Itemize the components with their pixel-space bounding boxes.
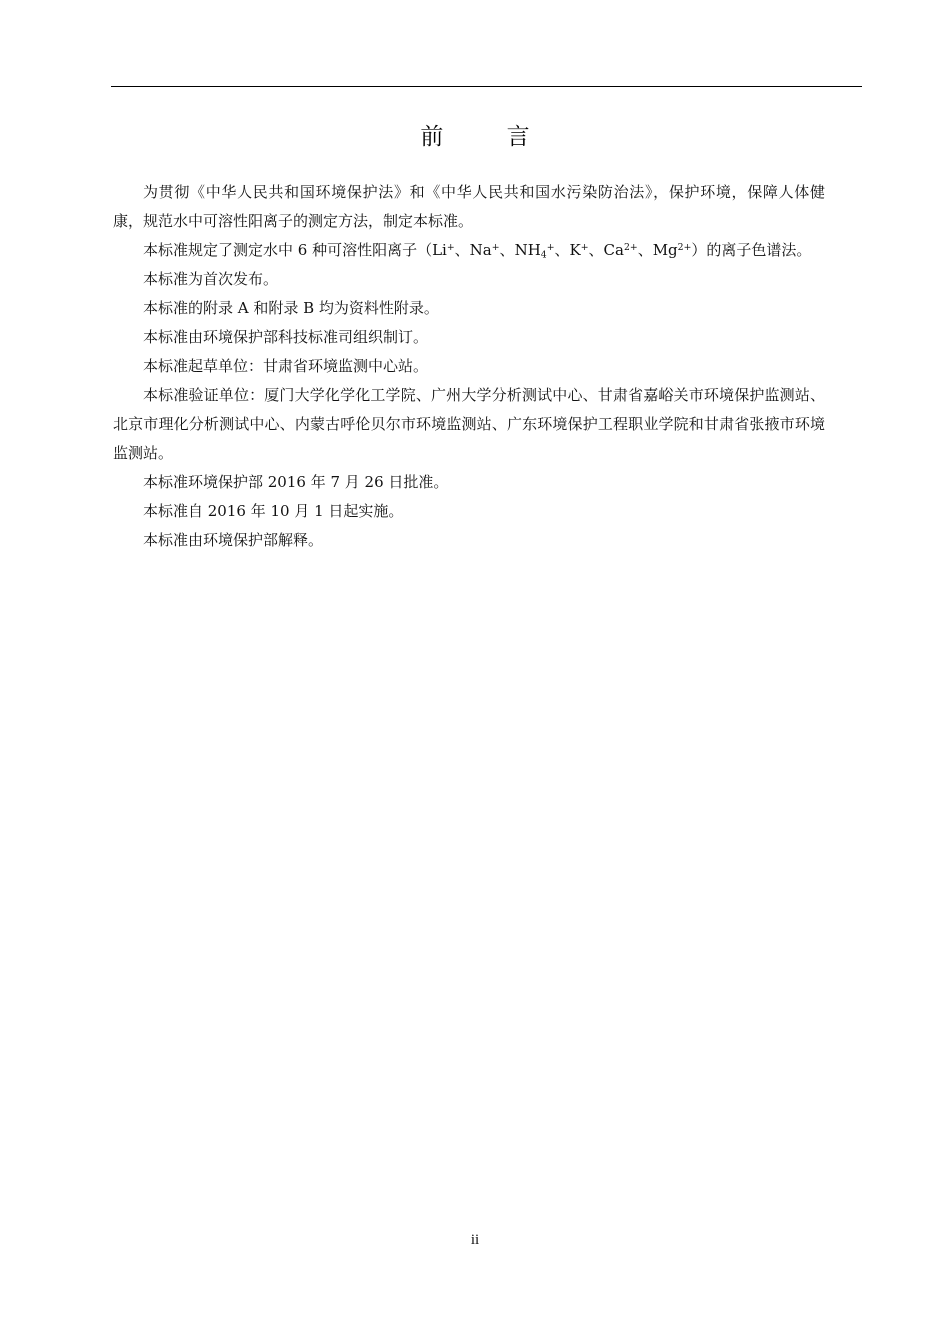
paragraph-purpose: 为贯彻《中华人民共和国环境保护法》和《中华人民共和国水污染防治法》，保护环境，保障人体健康，规范水中可溶性阳离子的测定方法，制定本标准。: [113, 183, 825, 230]
ion-potassium-charge: +: [580, 241, 589, 253]
paragraph-organizer: 本标准由环境保护部科技标准司组织制订。: [143, 328, 429, 346]
ion-ammonium-charge: +: [546, 241, 555, 253]
header-rule: [111, 86, 862, 87]
ion-magnesium: Mg: [652, 241, 678, 259]
paragraph-effective-date: 本标准自 2016 年 10 月 1 日起实施。: [143, 502, 404, 520]
paragraph-scope: [113, 236, 825, 265]
ion-magnesium-charge: 2+: [677, 241, 692, 253]
paragraph-first-release: 本标准为首次发布。: [143, 270, 279, 288]
ion-separator: 、: [499, 241, 515, 259]
page-title: 前 言: [420, 124, 558, 150]
ion-sodium-charge: +: [491, 241, 500, 253]
ion-separator: 、: [454, 241, 470, 259]
ion-calcium-charge: 2+: [623, 241, 638, 253]
ion-sodium: Na: [469, 241, 492, 259]
paragraph-drafting-unit: 本标准起草单位：甘肃省环境监测中心站。: [143, 357, 429, 375]
paragraph-interpretation: 本标准由环境保护部解释。: [143, 531, 324, 549]
ion-separator: 、: [554, 241, 570, 259]
scope-outro: ）的离子色谱法。: [691, 241, 812, 259]
foreword-body: [113, 178, 825, 555]
ion-calcium: Ca: [603, 241, 624, 259]
ion-ammonium: NH: [514, 241, 541, 259]
paragraph-approval-date: 本标准环境保护部 2016 年 7 月 26 日批准。: [143, 473, 449, 491]
scope-intro: 本标准规定了测定水中 6 种可溶性阳离子（: [143, 241, 433, 259]
ion-separator: 、: [588, 241, 604, 259]
ion-lithium: Li: [432, 241, 447, 259]
ion-potassium: K: [569, 241, 581, 259]
paragraph-appendices: 本标准的附录 A 和附录 B 均为资料性附录。: [143, 299, 439, 317]
ion-lithium-charge: +: [446, 241, 455, 253]
paragraph-verification-units: 本标准验证单位：厦门大学化学化工学院、广州大学分析测试中心、甘肃省嘉峪关市环境保护监测站、北京市理化分析测试中心、内蒙古呼伦贝尔市环境监测站、广东环境保护工程职业学院和甘肃省张掖市环境监测站。: [113, 386, 825, 462]
ion-ammonium-subscript: 4: [540, 249, 547, 261]
ion-separator: 、: [637, 241, 653, 259]
page-number: ii: [470, 1232, 480, 1248]
